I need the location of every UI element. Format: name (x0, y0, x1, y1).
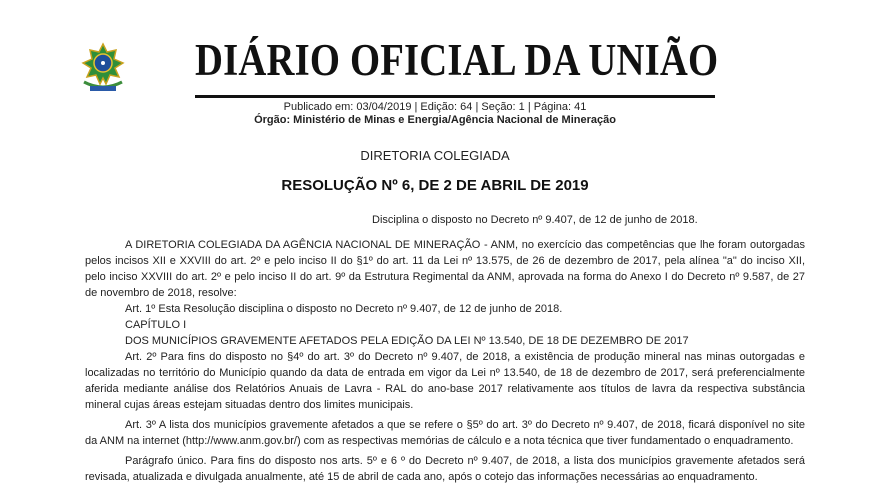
preamble-paragraph: A DIRETORIA COLEGIADA DA AGÊNCIA NACIONAL DE MINERAÇÃO - ANM, no exercício das competências que lhe foram outorgadas pelos incisos XII e XXVIII do art. 2º e pelo inciso II do §1º do art. 11 da Lei nº 13.575, de 26 de dezembro de 2017, pela alínea "a" do inciso XII, pelo inciso XXVIII do art. 2º e pelo inciso II do art. 9º da Estrutura Regimental da ANM, aprovada na forma do Anexo I do Decreto nº 9.587, de 27 de novembro de 2018, resolve: (85, 239, 805, 299)
masthead (0, 0, 870, 100)
chapter-heading: CAPÍTULO I (125, 319, 187, 331)
article-3: Art. 3º A lista dos municípios gravemente afetados a que se refere o §5º do art. 3º do Decreto nº 9.407, de 2018, ficará disponível no site da ANM na internet (http://www.anm.gov.br/) com as respectivas memórias de cálculo e a nota técnica que tiver fundamentado o enquadramento. (85, 419, 805, 447)
article-1: Art. 1º Esta Resolução disciplina o disposto no Decreto nº 9.407, de 12 de junho de 2018. (125, 303, 563, 315)
article-2: Art. 2º Para fins do disposto no §4º do art. 3º do Decreto nº 9.407, de 2018, a existência de produção mineral nas minas outorgadas e localizadas no território do Município quando da data de entrada em vigor da Lei nº 13.540, de 18 de dezembro de 2017, será preferencialmente aferida mediante análise dos Relatórios Anuais de Lavra - RAL do ano-base 2017 relativamente aos títulos de lavra da respectiva substância mineral cujas áreas estejam situadas dentro dos limites municipais. (85, 351, 805, 411)
gazette-title: DIÁRIO OFICIAL DA UNIÃO (195, 35, 719, 85)
section-heading: DIRETORIA COLEGIADA (360, 148, 510, 163)
brazil-coat-of-arms-icon (78, 42, 128, 96)
title-rule (195, 95, 715, 98)
publication-info: Publicado em: 03/04/2019 | Edição: 64 | Seção: 1 | Página: 41 (283, 101, 587, 113)
issuing-organ: Órgão: Ministério de Minas e Energia/Agência Nacional de Mineração (254, 114, 616, 126)
chapter-title: DOS MUNICÍPIOS GRAVEMENTE AFETADOS PELA EDIÇÃO DA LEI Nº 13.540, DE 18 DE DEZEMBRO DE 2017 (125, 335, 689, 347)
resolution-body (85, 237, 805, 485)
resolution-summary: Disciplina o disposto no Decreto nº 9.407, de 12 de junho de 2018. (372, 214, 698, 226)
resolution-title: RESOLUÇÃO Nº 6, DE 2 DE ABRIL DE 2019 (281, 177, 589, 194)
sole-paragraph: Parágrafo único. Para fins do disposto nos arts. 5º e 6 º do Decreto nº 9.407, de 2018, a lista dos municípios gravemente afetados será revisada, atualizada e divulgada anualmente, até 15 de abril de cada ano, após o cotejo das informações necessárias ao enquadramento. (85, 455, 805, 483)
